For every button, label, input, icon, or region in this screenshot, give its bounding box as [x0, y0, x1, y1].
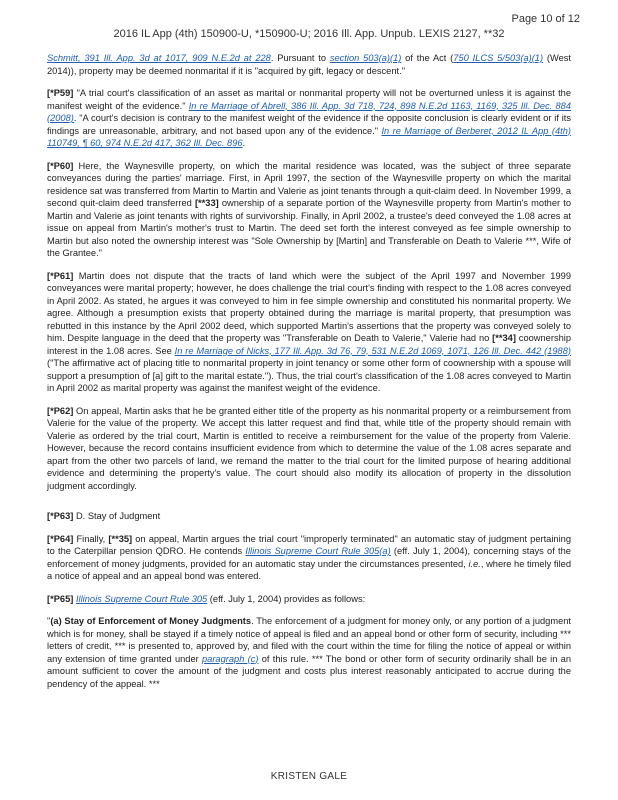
- quote-bold-heading: (a) Stay of Enforcement of Money Judgments: [50, 616, 252, 626]
- text: coownership interest in the 1.08 acres. See: [47, 333, 572, 356]
- text: (eff. July 1, 2004) provides as follows:: [207, 593, 366, 604]
- pin-cite-p60: [*P60]: [47, 160, 74, 171]
- rule-link-305a[interactable]: Illinois Supreme Court Rule 305(a): [245, 546, 391, 556]
- document-body: [47, 52, 571, 700]
- block-quote-rule-305a: [47, 615, 571, 690]
- page-marker-34: [**34]: [492, 333, 516, 343]
- text: , where he timely filed a notice of appeal and an appeal bond was entered.: [47, 558, 571, 581]
- pin-cite-p59: [*P59]: [47, 88, 74, 98]
- text: . "A court's decision is contrary to the manifest weight of the evidence if the opposite conclusion is clearly evident or if its findings are unreasonable, arbitrary, and not based upon any of the evidence.": [47, 113, 571, 136]
- link-paragraph-c[interactable]: paragraph (c): [202, 653, 259, 664]
- text: (eff. July 1, 2004), concerning stays of the enforcement of money judgments, provided for an automatic stay under the circumstances presented,: [47, 546, 571, 569]
- section-heading-stay-of-judgment: [47, 510, 571, 523]
- rule-link-305[interactable]: Illinois Supreme Court Rule 305: [75, 593, 208, 604]
- paragraph-p65: [47, 593, 571, 606]
- text: Martin does not dispute that the tracts of land which were the subject of the April 1997 and November 1999 conveyances were marital property; however, he does challenge the trial court's finding with respect to the 1.08 acres conveyed in April 2002. As stated, he argues it was conveyed to him in fee simple ownership and constituted his nonmarital property. We agree. Although a presumption exists that property obtained during the marriage is marital property, that presumption was rebutted in this instance by the April 2002 deed, which supported Martin's assertions that the property was conveyed solely to him. Despite language in the deed that the property was "Transferable on Death to Valerie," Valerie had no: [47, 270, 571, 343]
- case-link-nicks[interactable]: In re Marriage of Nicks, 177 Ill. App. 3d 76, 79, 531 N.E.2d 1069, 1071, 126 Ill. Dec. 442 (1988): [174, 345, 571, 356]
- page-number: Page 10 of 12: [511, 13, 580, 25]
- text: .: [242, 138, 246, 148]
- pin-cite-p65: [*P65]: [47, 593, 74, 604]
- text: of this rule. *** The bond or other form of security ordinarily shall be in an amount sufficient to cover the amount of the judgment and costs plus interest reasonably anticipated to accrue during the pendency of the appeal. ***: [47, 653, 571, 689]
- text: "A trial court's classification of an asset as marital or nonmarital property will not be overturned unless it is against the manifest weight of the evidence.": [47, 88, 571, 111]
- paragraph-p61: [47, 270, 571, 395]
- statute-link-750-ilcs[interactable]: 750 ILCS 5/503(a)(1): [453, 53, 544, 63]
- case-link-berberet[interactable]: In re Marriage of Berberet, 2012 IL App (4th) 110749, ¶ 60, 974 N.E.2d 417, 362 Ill. Dec. 896: [47, 125, 571, 148]
- text: ("The affirmative act of placing title to nonmarital property in joint tenancy or some other form of coownership with a spouse will support a presumption of [a] gift to the marital estate."). Thus, the trial court's classification of the 1.08 acres conveyed to Martin in April 2002 as marital property was against the manifest weight of the evidence.: [47, 358, 571, 393]
- paragraph-p64: [47, 533, 571, 583]
- text: of the Act (: [401, 53, 454, 63]
- case-citation-header: 2016 IL App (4th) 150900-U, *150900-U; 2016 Ill. App. Unpub. LEXIS 2127, **32: [113, 28, 505, 40]
- page-marker-33: [**33]: [194, 198, 219, 208]
- case-link-abrell[interactable]: In re Marriage of Abrell, 386 Ill. App. 3d 718, 724, 898 N.E.2d 1163, 1169, 325 Ill. Dec. 884 (2008): [47, 100, 572, 123]
- quote-mark: ": [47, 616, 51, 626]
- pin-cite-p63: [*P63]: [47, 511, 74, 521]
- paragraph-p60: [47, 160, 571, 260]
- footer-user-name: KRISTEN GALE: [270, 771, 348, 782]
- text: on appeal, Martin argues the trial court "improperly terminated" an automatic stay of judgment pertaining to the Caterpillar pension QDRO. He contends: [47, 533, 571, 556]
- text: Here, the Waynesville property, on which the marital residence was located, was the subject of three separate conveyances during the parties' marriage. First, in April 1997, the section of the Waynesville property on which the marital residence sat was transferred from Martin to Martin and Valerie as joint tenants through a quit-claim deed. In November 1999, a second quit-claim deed transferred: [47, 160, 571, 208]
- text: (West 2014)), property may be deemed nonmarital if it is "acquired by gift, legacy or descent.": [47, 53, 571, 76]
- text: . The enforcement of a judgment for money only, or any portion of a judgment which is for money, shall be stayed if a timely notice of appeal is filed and an appeal bond or other form of security, including *** letters of credit, *** is presented to, approved by, and filed with the court within the time for filing the notice of appeal or within any extension of time granted under: [47, 616, 572, 664]
- paragraph-p59: [47, 87, 571, 150]
- paragraph-continued: [47, 52, 571, 77]
- case-link-schmitt[interactable]: Schmitt, 391 Ill. App. 3d at 1017, 909 N.E.2d at 228: [47, 53, 271, 63]
- paragraph-p62: [47, 405, 571, 493]
- pin-cite-p61: [*P61]: [47, 270, 74, 281]
- page-marker-35: [**35]: [108, 533, 133, 544]
- pin-cite-p64: [*P64]: [47, 533, 74, 544]
- pin-cite-p62: [*P62]: [47, 405, 74, 416]
- text: ownership of a separate portion of the Waynesville property from Martin's mother to Martin and Valerie as joint tenants with rights of survivorship. Finally, in April 2002, a trustee's deed conveyed the 1.08 acres at issue on appeal from Martin's mother's trust to Martin. The deed set forth the interest conveyed as fee simple ownership to Martin but also noted the ownership interest was "Sole Ownership by [Martin] and Transferable on Death to Valerie ***, Wife of the Grantee.": [47, 198, 571, 258]
- text: . Pursuant to: [270, 53, 330, 63]
- text: Finally,: [73, 533, 109, 544]
- statute-link-section-503[interactable]: section 503(a)(1): [329, 53, 402, 63]
- ie-abbrev: i.e.: [468, 558, 481, 569]
- heading-text: D. Stay of Judgment: [73, 511, 161, 521]
- text: On appeal, Martin asks that he be granted either title of the property as his nonmarital property or a reimbursement from Valerie for the value of the property. We accept this latter request and find that, while title of the property should remain with Valerie as ordered by the trial court, Martin is entitled to receive a reimbursement for the value of the property from Valerie. However, because the record contains insufficient evidence from which to determine the value of the 1.08 acres separate and apart from the other two parcels of land, we remand the matter to the trial court for the limited purpose of hearing additional evidence and determining the property's value. The court should also modify its allocation of property in the dissolution judgment accordingly.: [47, 405, 571, 491]
